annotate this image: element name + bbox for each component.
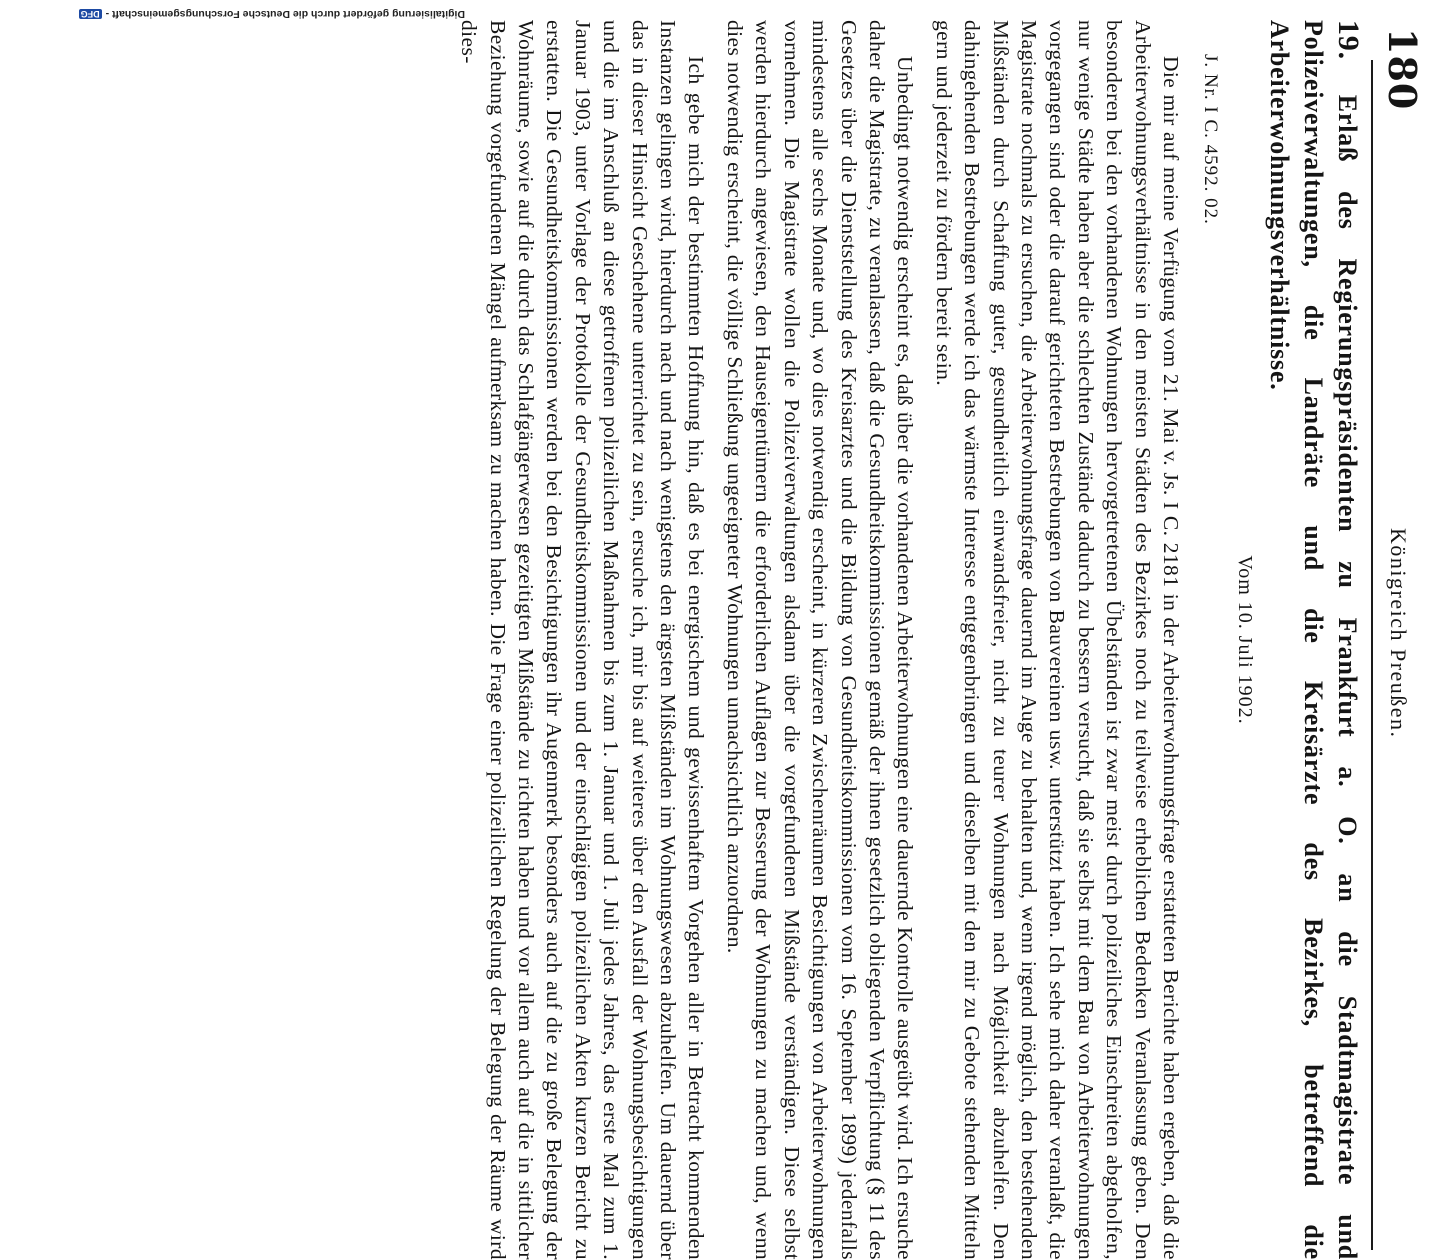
decree-section xyxy=(445,20,1365,1260)
body-paragraph: Ich gebe mich der bestimmten Hoffnung hin, daß es bei energischem und gewissenhaftem Vorgehen aller in Betracht kommenden Instanzen gelingen wird, hierdurch nach und nach wenigstens den ärgsten Mißständen im Wohnungswesen abzuhelfen. Um dauernd über das in dieser Hinsicht Geschehene unterrichtet zu sein, ersuche ich, mir bis auf weiteres über den Ausfall der Wohnungsbesichtigungen und die im Anschluß an diese getroffenen polizeilichen Maßnahmen bis zum 1. Januar und 1. Juli jedes Jahres, das erste Mal zum 1. Januar 1903, unter Vorlage der Protokolle der Gesundheitskommissionen und der einschlägigen polizeilichen Akten kurzen Bericht zu erstatten. Die Gesundheitskommissionen werden bei den Besichtigungen ihr Augenmerk besonders auch auf die zu große Belegung der Wohnräume, sowie auf die durch das Schlafgängerwesen gezeitigten Mißstände zu richten haben und vor allem auch auf die in sittlicher Beziehung vorgefundenen Mängel aufmerksam zu machen haben. Die Frage einer polizeilichen Regelung der Belegung der Räume wird dies- xyxy=(457,20,709,1260)
digitization-note-text xyxy=(5,6,465,20)
reference-number: J. Nr. I C. 4592. 02. xyxy=(1200,54,1221,225)
decree-title: Erlaß des Regierungspräsidenten zu Frankfurt a. O. an die Stadtmagistrate und Polizeiverwaltungen, die Landräte und die Kreisärzte des Bezirkes, betreffend die Arbeiterwohnungsverhältnisse. xyxy=(1265,20,1362,1260)
dfg-logo: DFG xyxy=(80,9,100,19)
decree-number: 19. xyxy=(1332,20,1365,60)
digitization-note xyxy=(5,6,465,18)
decree-date: Vom 10. Juli 1902. xyxy=(1234,555,1256,725)
body-paragraph: Unbedingt notwendig erscheint es, daß über die vorhandenen Arbeiterwohnungen eine dauernde Kontrolle ausgeübt wird. Ich ersuche daher die Magistrate, zu veranlassen, daß die Gesundheitskommissionen gemäß der ihnen gesetzlich obliegenden Verpflichtung (§ 11 des Gesetzes über die Dienststellung des Kreisarztes und die Bildung von Gesundheitskommissionen vom 16. September 1899) jedenfalls mindestens alle sechs Monate und, wo dies notwendig erscheint, in kürzeren Zwischenräumen Besichtigungen von Arbeiterwohnungen vornehmen. Die Magistrate wollen die Polizeiverwaltungen alsdann über die vorgefundenen Mißstände verständigen. Diese selbst werden hierdurch angewiesen, den Hauseigentümern die erforderlichen Auflagen zur Besserung der Wohnungen zu machen und, wenn dies notwendig erscheint, die völlige Schließung ungeeigneter Wohnungen unnachsichtlich anzuordnen. xyxy=(722,20,918,1260)
header-rule xyxy=(1371,60,1373,1250)
digitization-credit: Digitalisierung gefördert durch die Deutsche Forschungsgemeinschaft - xyxy=(105,8,465,20)
page-header xyxy=(1365,28,1425,1208)
running-head: Königreich Preußen. xyxy=(1386,528,1411,739)
page-number: 180 xyxy=(1380,28,1425,111)
decree-title-block xyxy=(1262,20,1365,1260)
body-paragraph: Die mir auf meine Verfügung vom 21. Mai v. Js. I C. 2181 in der Arbeiterwohnungsfrage erstatteten Berichte haben ergeben, daß die Arbeiterwohnungsverhältnisse in den meisten Städten des Bezirkes noch zu teilweise erheblichen Bedenken Veranlassung geben. Den besonderen bei den vorhandenen Wohnungen hervorgetretenen Übelständen ist zwar meist durch polizeiliches Einschreiten abgeholfen, nur wenige Städte haben aber die schlechten Zustände dadurch zu bessern versucht, daß sie selbst mit dem Bau von Arbeiterwohnungen vorgegangen sind oder die darauf gerichteten Bestrebungen von Bauvereinen usw. unterstützt haben. Ich sehe mich daher veranlaßt, die Magistrate nochmals zu ersuchen, die Arbeiterwohnungsfrage dauernd im Auge zu behalten und, wenn irgend möglich, den bestehenden Mißständen durch Schaffung guter, gesundheitlich einwandsfreier, nicht zu teurer Wohnungen nach Möglichkeit abzuhelfen. Den dahingehenden Bestrebungen werde ich das wärmste Interesse entgegenbringen und dieselben mit den mir zu Gebote stehenden Mitteln gern und jederzeit zu fördern bereit sein. xyxy=(931,20,1183,1260)
